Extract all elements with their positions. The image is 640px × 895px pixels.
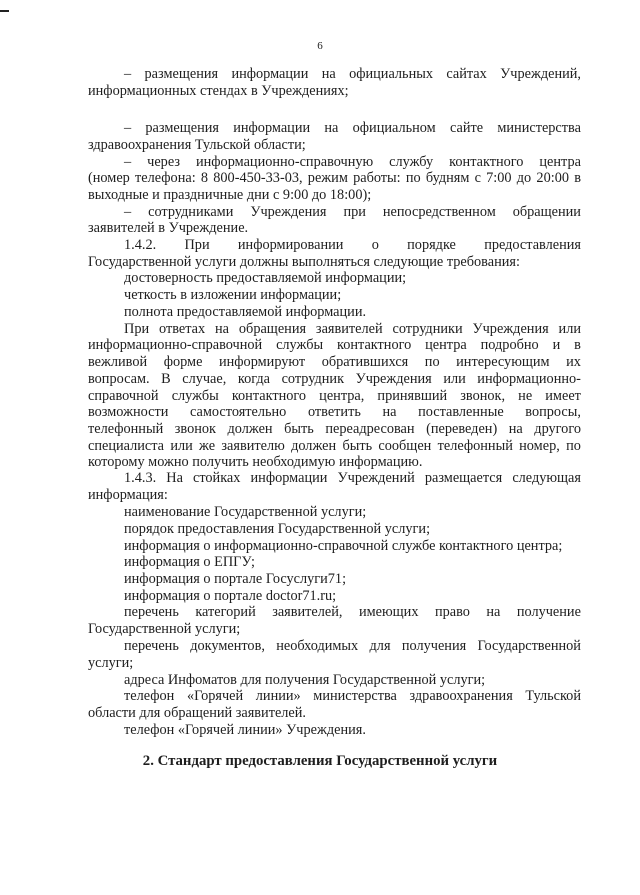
scan-corner-mark xyxy=(0,10,9,12)
text-line: 1.4.3. На стойках информации Учреждений размещается следующая xyxy=(124,470,581,486)
text-line: Государственной услуги должны выполняться следующие требования: xyxy=(88,254,520,270)
text-line: четкость в изложении информации; xyxy=(124,287,342,303)
text-line: вежливой форме информируют обратившихся по интересующим их xyxy=(88,354,581,370)
text-line: телефон «Горячей линии» Учреждения. xyxy=(124,722,366,738)
text-line: услуги; xyxy=(88,655,134,671)
text-line: При ответах на обращения заявителей сотрудники Учреждения или xyxy=(124,321,581,337)
text-line: информация: xyxy=(88,487,168,503)
text-line: (номер телефона: 8 800-450-33-03, режим работы: по будням с 7:00 до 20:00 в xyxy=(88,170,581,186)
text-line: перечень категорий заявителей, имеющих право на получение xyxy=(124,604,581,620)
text-line: которому можно получить необходимую информацию. xyxy=(88,454,423,470)
text-line: области для обращений заявителей. xyxy=(88,705,306,721)
text-line: Государственной услуги; xyxy=(88,621,241,637)
text-line: – сотрудниками Учреждения при непосредственном обращении xyxy=(124,204,581,220)
text-line: информационных стендах в Учреждениях; xyxy=(88,83,349,99)
text-line: порядок предоставления Государственной услуги; xyxy=(124,521,431,537)
text-line: адреса Инфоматов для получения Государственной услуги; xyxy=(124,672,486,688)
text-line: здравоохранения Тульской области; xyxy=(88,137,306,153)
text-line: перечень документов, необходимых для получения Государственной xyxy=(124,638,581,654)
text-line: телефон «Горячей линии» министерства здравоохранения Тульской xyxy=(124,688,581,704)
text-line: вопросам. В случае, когда сотрудник Учреждения или информационно- xyxy=(88,371,581,387)
text-line: информация о портале doctor71.ru; xyxy=(124,588,337,604)
text-line: – через информационно-справочную службу контактного центра xyxy=(124,154,581,170)
text-line: достоверность предоставляемой информации; xyxy=(124,270,407,286)
text-line: специалиста или же заявителю должен быть сообщен телефонный номер, по xyxy=(88,438,581,454)
text-line: – размещения информации на официальных сайтах Учреждений, xyxy=(124,66,581,82)
text-line: выходные и праздничные дни с 9:00 до 18:00); xyxy=(88,187,372,203)
text-line: информация о портале Госуслуги71; xyxy=(124,571,347,587)
text-line: информационно-справочной службы контактного центра подробно и в xyxy=(88,337,581,353)
text-line: наименование Государственной услуги; xyxy=(124,504,367,520)
text-line: справочной службы контактного центра, принявший звонок, не имеет xyxy=(88,388,581,404)
text-line: телефонный звонок должен быть переадресован (переведен) на другого xyxy=(88,421,581,437)
text-line: 1.4.2. При информировании о порядке предоставления xyxy=(124,237,581,253)
text-line: возможности самостоятельно ответить на поставленные вопросы, xyxy=(88,404,581,420)
section-heading: 2. Стандарт предоставления Государственной услуги xyxy=(142,753,498,769)
text-line: информация о информационно-справочной службе контактного центра; xyxy=(124,538,563,554)
text-line: информация о ЕПГУ; xyxy=(124,554,255,570)
text-line: заявителей в Учреждение. xyxy=(88,220,249,236)
page-number: 6 xyxy=(317,40,323,52)
text-line: – размещения информации на официальном сайте министерства xyxy=(124,120,581,136)
text-line: полнота предоставляемой информации. xyxy=(124,304,367,320)
